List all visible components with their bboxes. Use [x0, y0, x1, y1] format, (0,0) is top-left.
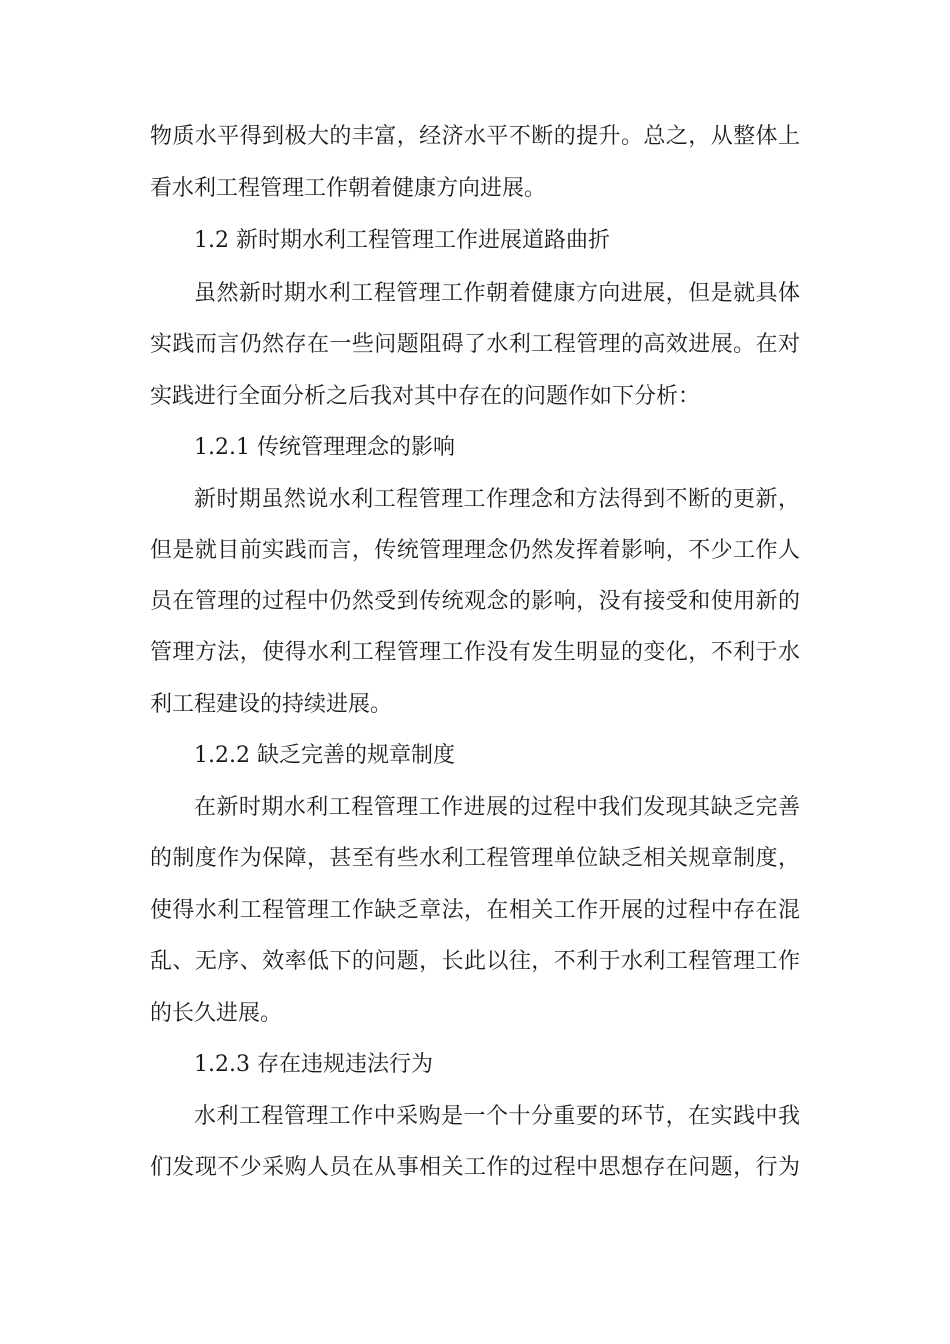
text-line: 的制度作为保障，甚至有些水利工程管理单位缺乏相关规章制度， [150, 846, 800, 871]
text-line: 乱、无序、效率低下的问题，长此以往，不利于水利工程管理工作 [150, 949, 800, 974]
text-line: 们发现不少采购人员在从事相关工作的过程中思想存在问题，行为 [150, 1155, 800, 1180]
text-line: 新时期虽然说水利工程管理工作理念和方法得到不断的更新， [194, 487, 800, 512]
text-line: 利工程建设的持续进展。 [150, 692, 393, 717]
text-line: 在新时期水利工程管理工作进展的过程中我们发现其缺乏完善 [194, 795, 800, 820]
text-line: 物质水平得到极大的丰富，经济水平不断的提升。总之，从整体上 [150, 124, 800, 149]
text-line: 实践进行全面分析之后我对其中存在的问题作如下分析： [150, 384, 701, 409]
text-line: 水利工程管理工作中采购是一个十分重要的环节，在实践中我 [194, 1104, 800, 1129]
text-line: 实践而言仍然存在一些问题阻碍了水利工程管理的高效进展。在对 [150, 332, 800, 357]
text-line: 员在管理的过程中仍然受到传统观念的影响，没有接受和使用新的 [150, 589, 800, 614]
section-heading: 1.2.3 存在违规违法行为 [194, 1052, 433, 1077]
section-heading: 1.2.1 传统管理理念的影响 [194, 435, 455, 460]
text-line: 管理方法，使得水利工程管理工作没有发生明显的变化，不利于水 [150, 640, 800, 665]
text-line: 的长久进展。 [150, 1001, 283, 1026]
text-line: 虽然新时期水利工程管理工作朝着健康方向进展，但是就具体 [194, 281, 800, 306]
section-heading: 1.2 新时期水利工程管理工作进展道路曲折 [194, 228, 610, 253]
text-line: 看水利工程管理工作朝着健康方向进展。 [150, 176, 547, 201]
section-heading: 1.2.2 缺乏完善的规章制度 [194, 743, 455, 768]
text-line: 使得水利工程管理工作缺乏章法，在相关工作开展的过程中存在混 [150, 898, 800, 923]
text-line: 但是就目前实践而言，传统管理理念仍然发挥着影响，不少工作人 [150, 538, 800, 563]
